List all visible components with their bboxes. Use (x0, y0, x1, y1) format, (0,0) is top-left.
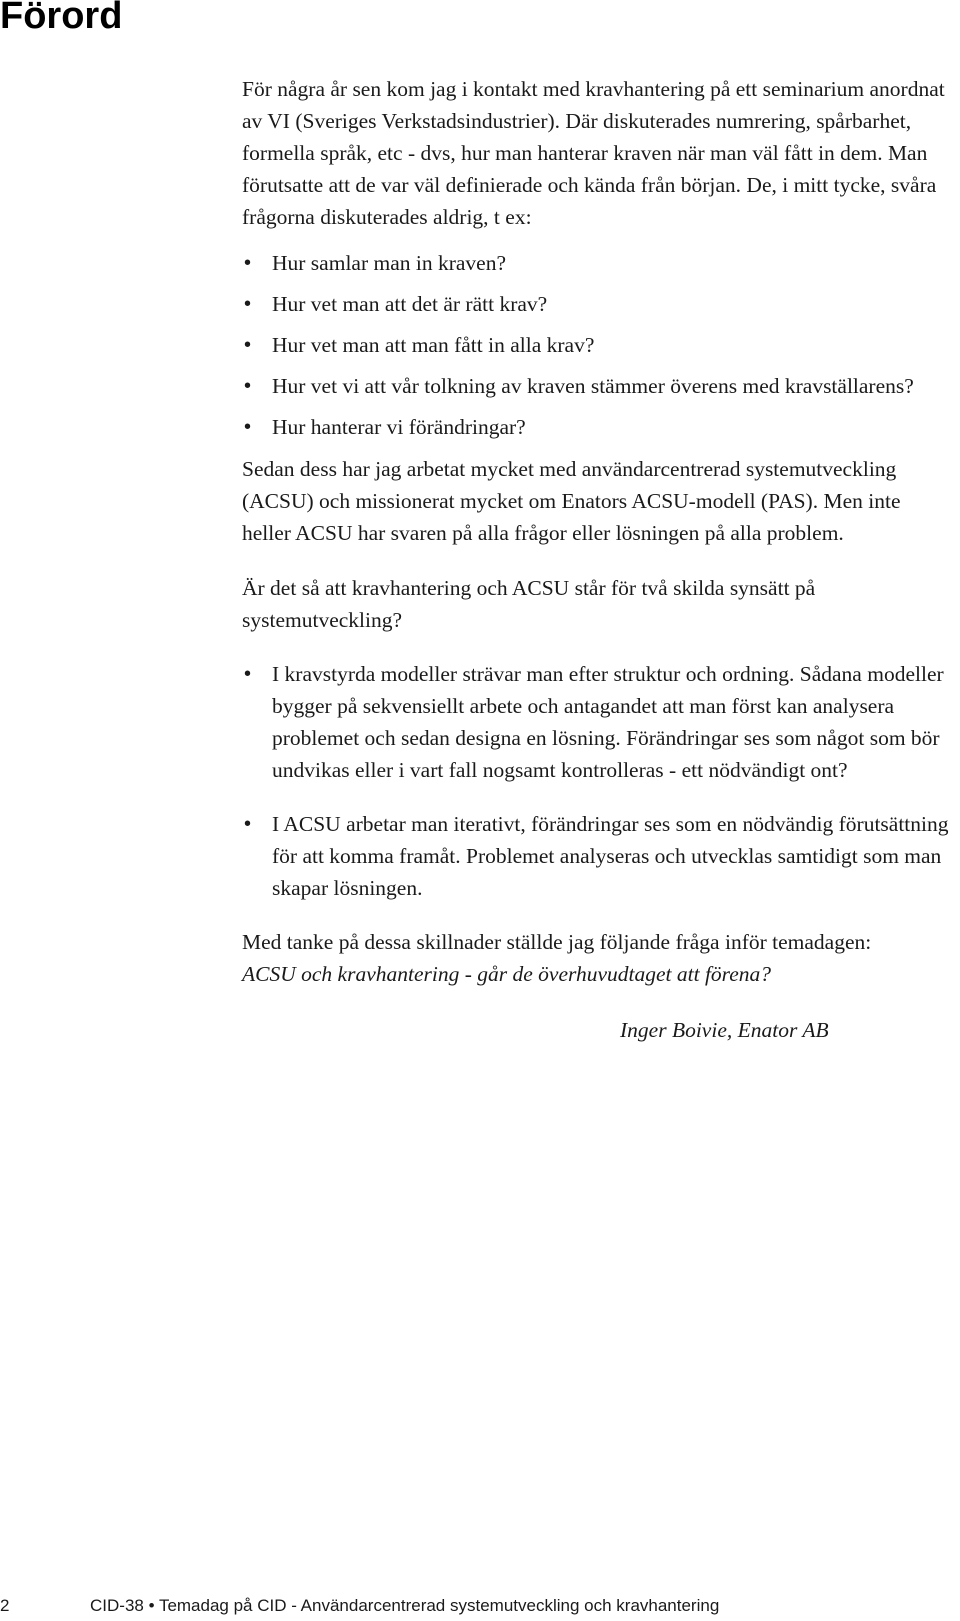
question-list (242, 247, 954, 443)
acsu-paragraph: Sedan dess har jag arbetat mycket med användarcentrerad systemutveckling (ACSU) och missionerat mycket om Enators ACSU-modell (PAS). Men inte heller ACSU har svaren på alla frågor eller lösningen på alla problem. (242, 457, 901, 545)
question-paragraph: Är det så att kravhantering och ACSU står för två skilda synsätt på systemutveckling? (242, 576, 816, 632)
list-item: • Hur hanterar vi förändringar? (242, 411, 954, 443)
contrast-list (242, 658, 954, 904)
running-title: CID-38 • Temadag på CID - Användarcentrerad systemutveckling och kravhantering (90, 1596, 720, 1615)
list-item: • I kravstyrda modeller strävar man efter struktur och ordning. Sådana modeller bygger på sekvensiellt arbete och antagandet att man först kan analysera problemet och sedan designa en lösning. Förändringar ses som något som bör undvikas eller i vart fall nogsamt kontrolleras - ett nödvändigt ont? (242, 658, 954, 786)
document-body (242, 73, 954, 1046)
list-item: • I ACSU arbetar man iterativt, förändringar ses som en nödvändig förutsättning för att komma framåt. Problemet analyseras och utvecklas samtidigt som man skapar lösningen. (242, 808, 954, 904)
list-item: • Hur vet man att det är rätt krav? (242, 288, 954, 320)
list-item: • Hur samlar man in kraven? (242, 247, 954, 279)
closing-paragraph: Med tanke på dessa skillnader ställde jag följande fråga inför temadagen: (242, 930, 872, 954)
signature: Inger Boivie, Enator AB (620, 1018, 829, 1042)
theme-question: ACSU och kravhantering - går de överhuvudtaget att förena? (242, 962, 772, 986)
page-title: Förord (0, 0, 123, 37)
list-item: • Hur vet vi att vår tolkning av kraven stämmer överens med kravställarens? (242, 370, 954, 402)
list-item: • Hur vet man att man fått in alla krav? (242, 329, 954, 361)
page-number: 2 (0, 1596, 10, 1615)
intro-paragraph: För några år sen kom jag i kontakt med kravhantering på ett seminarium anordnat av VI (Sveriges Verkstadsindustrier). Där diskuterades numrering, spårbarhet, formella språk, etc - dvs, hur man hanterar kraven när man väl fått in dem. Man förutsatte att de var väl definierade och kända från början. De, i mitt tycke, svåra frågorna diskuterades aldrig, t ex: (242, 77, 945, 229)
